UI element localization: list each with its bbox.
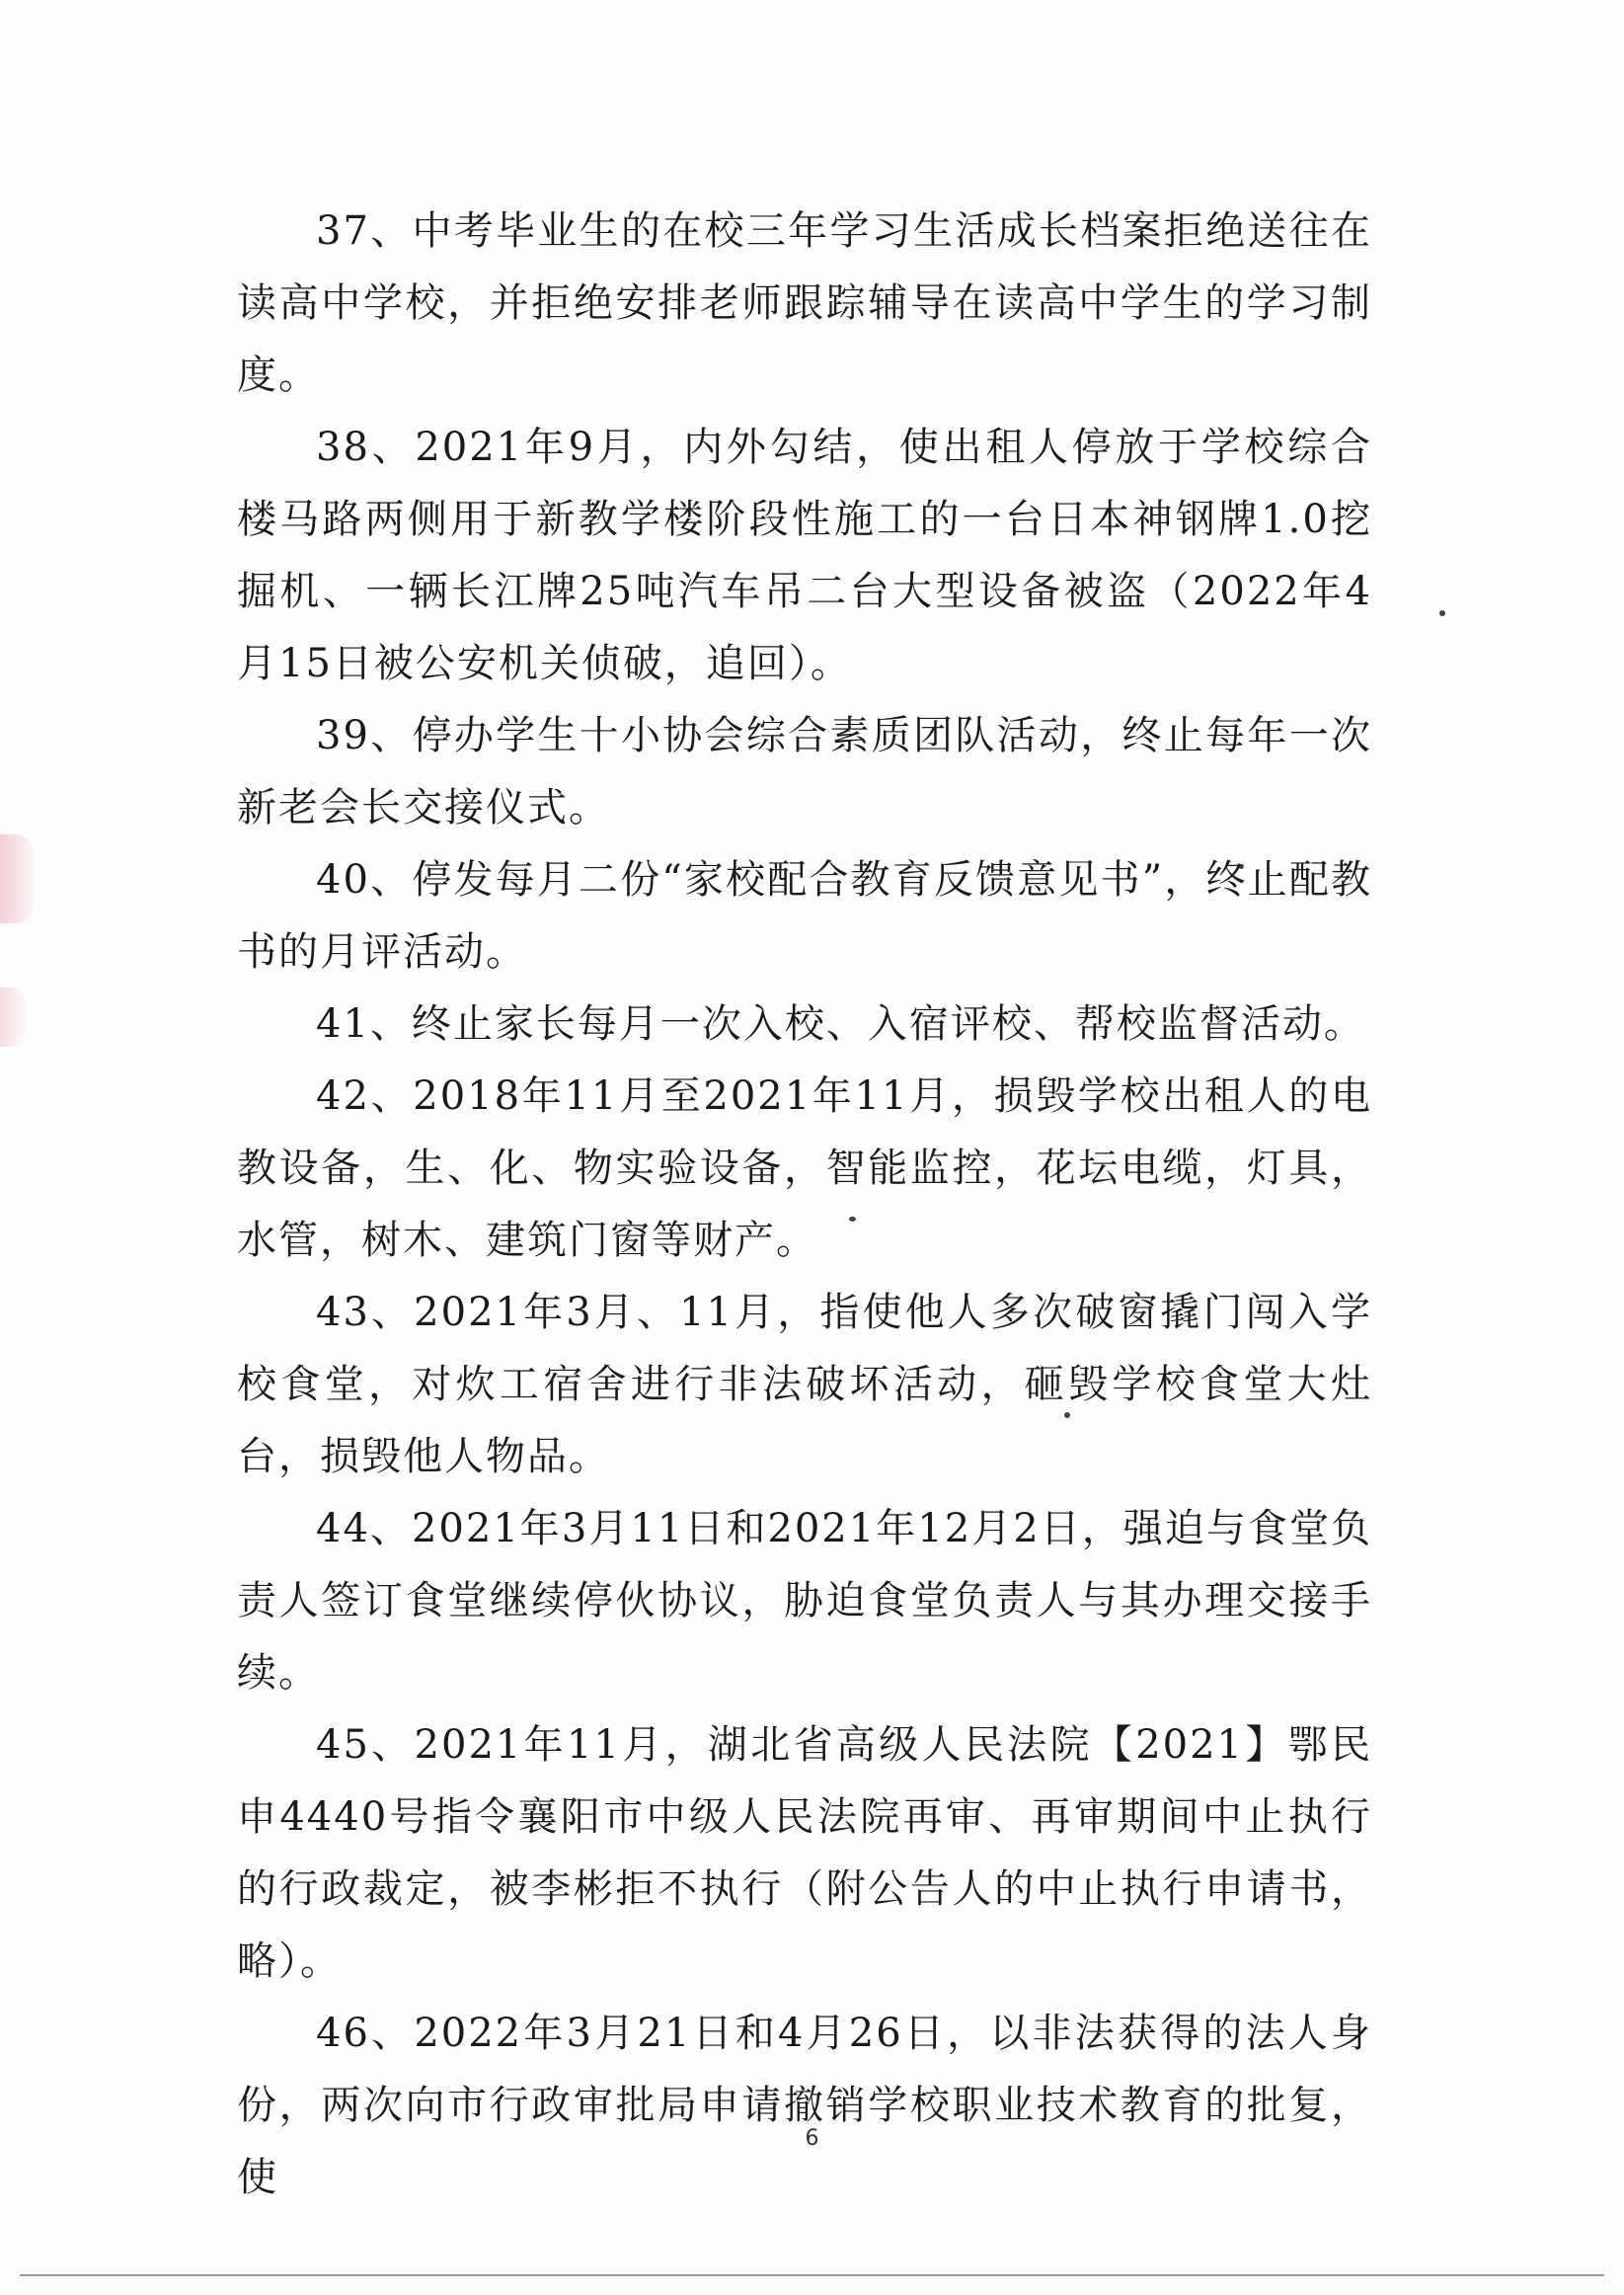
paragraph-37: 37、中考毕业生的在校三年学习生活成长档案拒绝送往在读高中学校，并拒绝安排老师跟踪辅导在读高中学生的学习制度。	[237, 208, 1372, 398]
paragraph-38: 38、2021年9月，内外勾结，使出租人停放于学校综合楼马路两侧用于新教学楼阶段性施工的一台日本神钢牌1.0挖掘机、一辆长江牌25吨汽车吊二台大型设备被盗（2022年4月15日被公安机关侦破，追回）。	[237, 425, 1372, 686]
paragraph-40: 40、停发每月二份“家校配合教育反馈意见书”，终止配教书的月评活动。	[237, 857, 1372, 975]
paragraph-39: 39、停办学生十小协会综合素质团队活动，终止每年一次新老会长交接仪式。	[237, 713, 1372, 831]
paragraph-43: 43、2021年3月、11月，指使他人多次破窗撬门闯入学校食堂，对炊工宿舍进行非法破坏活动，砸毁学校食堂大灶台，损毁他人物品。	[237, 1290, 1372, 1479]
stamp-fragment	[0, 834, 34, 923]
paragraph-41: 41、终止家长每月一次入校、入宿评校、帮校监督活动。	[316, 1001, 1365, 1047]
paragraph-44: 44、2021年3月11日和2021年12月2日，强迫与食堂负责人签订食堂继续停伙协议，胁迫食堂负责人与其办理交接手续。	[237, 1506, 1372, 1696]
paragraph-45: 45、2021年11月，湖北省高级人民法院【2021】鄂民申4440号指令襄阳市中级人民法院再审、再审期间中止执行的行政裁定，被李彬拒不执行（附公告人的中止执行申请书，略）。	[237, 1722, 1372, 1984]
page-number: 6	[805, 2126, 819, 2151]
stamp-fragment-2	[0, 988, 26, 1047]
scan-speck	[1439, 610, 1445, 616]
paragraph-46: 46、2022年3月21日和4月26日，以非法获得的法人身份，两次向市行政审批局申请撤销学校职业技术教育的批复，使	[237, 2011, 1372, 2200]
scan-edge-line	[20, 2274, 1604, 2276]
document-body	[237, 196, 1372, 2214]
paragraph-42: 42、2018年11月至2021年11月，损毁学校出租人的电教设备，生、化、物实验设备，智能监控，花坛电缆，灯具，水管，树木、建筑门窗等财产。	[237, 1073, 1372, 1263]
